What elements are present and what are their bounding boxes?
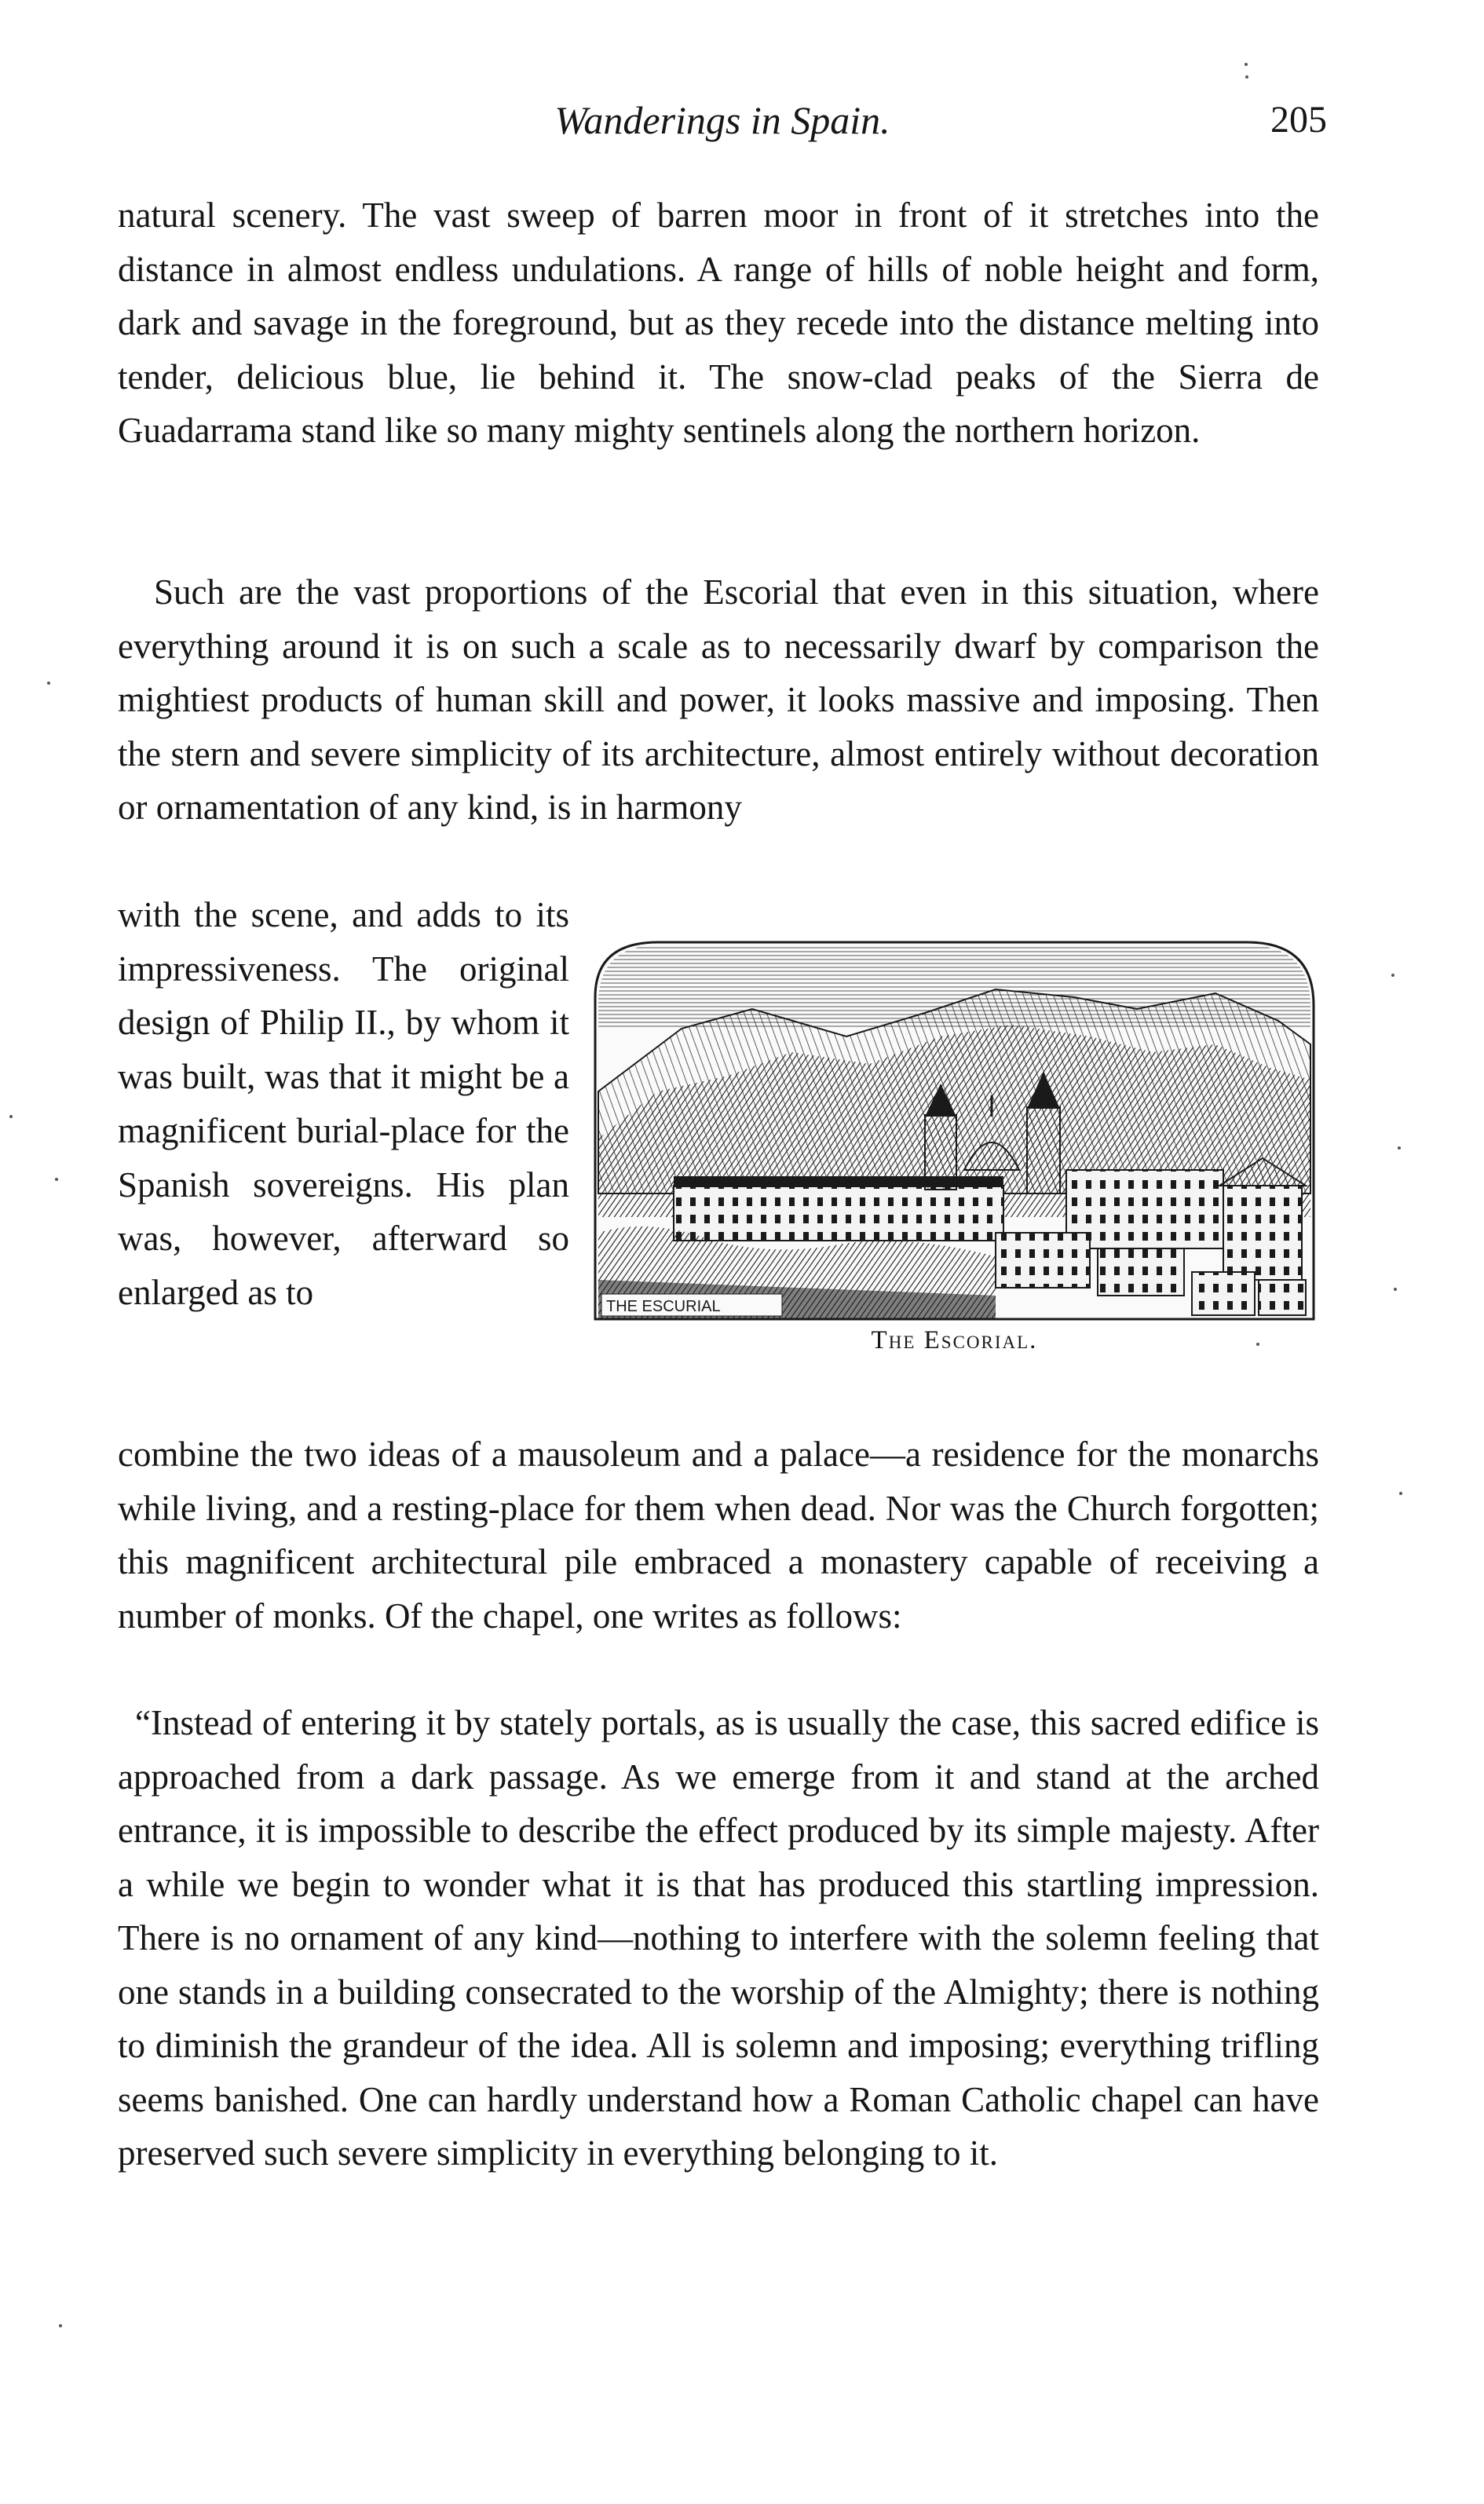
paragraph-chapel-quote xyxy=(118,1696,1319,2180)
paragraph-text: “Instead of entering it by stately portals, as is usually the case, this sacred edifice is approached from a dark passage. As we emerge from it and stand at the arched entrance, it is impossible to describe the effect produced by its simple majesty. After a while we begin to wonder what it is that has produced this startling impression. There is no ornament of any kind—nothing to interfere with the solemn feeling that one stands in a building consecrated to the worship of the Almighty; there is nothing to diminish the grandeur of the idea. All is solemn and imposing; everything trifling seems banished. One can hardly understand how a Roman Catholic chapel can have preserved such severe simplicity in everything belonging to it. xyxy=(118,1703,1319,2173)
running-title: Wanderings in Spain. xyxy=(554,98,890,142)
scan-speck xyxy=(1256,1343,1259,1346)
engraved-label: THE ESCURIAL xyxy=(606,1298,721,1315)
scan-speck xyxy=(1245,63,1248,66)
page-number: 205 xyxy=(1270,99,1327,141)
escorial-illustration xyxy=(587,934,1321,1327)
scan-speck xyxy=(1394,1288,1397,1291)
scan-speck xyxy=(1391,974,1394,977)
paragraph-text: natural scenery. The vast sweep of barren moor in front of it stretches into the distance in almost endless undulations. A range of hills of noble height and form, dark and savage in the foreground, but as they recede into the distance melting into tender, delicious blue, lie behind it. The snow-clad peaks of the Sierra de Guadarrama stand like so many mighty sentinels along the northern horizon. xyxy=(118,196,1319,450)
scan-speck xyxy=(1398,1146,1401,1150)
paragraph-mausoleum-palace xyxy=(118,1427,1319,1643)
scan-speck xyxy=(47,682,50,685)
engraving-of-escorial-icon xyxy=(587,934,1321,1327)
paragraph-escorial-proportions xyxy=(118,565,1319,835)
paragraph-text: Such are the vast proportions of the Escorial that even in this situation, where everything around it is on such a scale as to necessarily dwarf by comparison the mightiest products of human skill and power, it looks massive and imposing. Then the stern and severe simplicity of its architecture, almost entirely without decoration or ornamentation of any kind, is in harmony xyxy=(118,572,1319,827)
scan-speck xyxy=(55,1178,58,1181)
scan-speck xyxy=(1245,75,1248,79)
paragraph-text: with the scene, and adds to its impressiveness. The original design of Philip II., by whom it was built, was that it might be a magnificent burial-place for the Spanish sovereigns. His plan was, however, afterward so enlarged as to xyxy=(118,895,569,1312)
paragraph-natural-scenery xyxy=(118,188,1319,458)
scan-speck xyxy=(9,1115,13,1118)
running-header xyxy=(118,93,1327,148)
paragraph-wrap-around-figure xyxy=(118,888,569,1320)
scan-speck xyxy=(1399,1492,1402,1495)
paragraph-text: combine the two ideas of a mausoleum and a palace—a residence for the monarchs while living, and a resting-place for them when dead. Nor was the Church forgotten; this magnificent architectural pile embraced a monastery capable of receiving a number of monks. Of the chapel, one writes as follows: xyxy=(118,1435,1319,1636)
scan-speck xyxy=(59,2324,62,2327)
figure-caption: The Escorial. xyxy=(871,1326,1038,1354)
